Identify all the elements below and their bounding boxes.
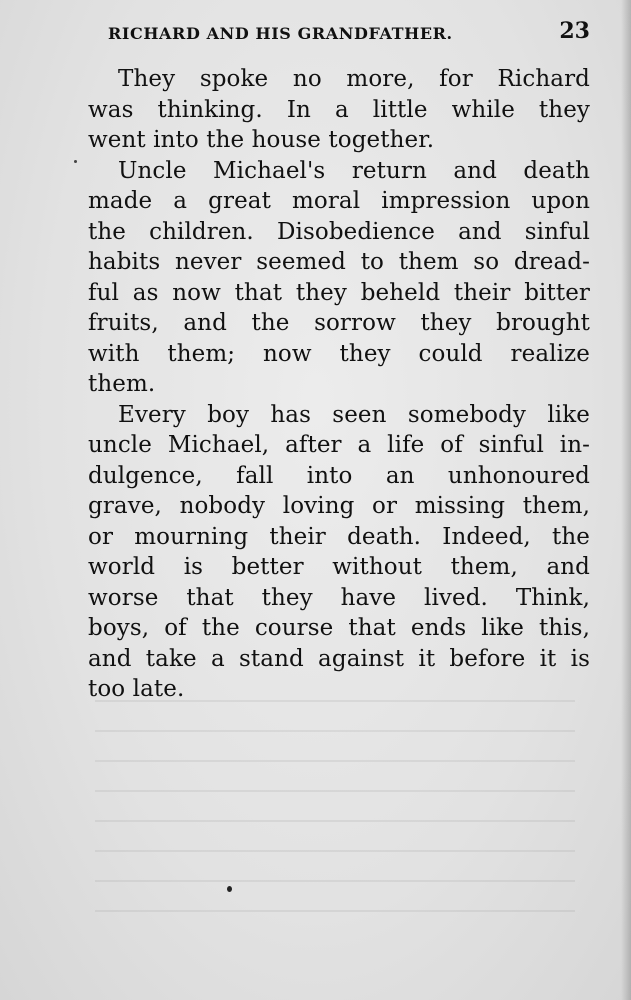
- text-line: them.: [88, 371, 156, 397]
- text-line: and take a stand against it before it is: [88, 645, 590, 672]
- text-line: dulgence, fall into an unhonoured: [88, 462, 590, 489]
- text-line: ful as now that they beheld their bitter: [88, 279, 590, 306]
- page-number: 23: [559, 18, 590, 44]
- show-through-texture: [95, 700, 575, 940]
- text-line: Uncle Michael's return and death: [118, 157, 590, 184]
- text-line: uncle Michael, after a life of sinful in-: [88, 432, 590, 458]
- paragraph-1: [88, 64, 590, 156]
- text-line: world is better without them, and: [88, 554, 590, 580]
- text-line: or mourning their death. Indeed, the: [88, 523, 590, 550]
- text-line: went into the house together.: [88, 127, 435, 153]
- running-title: RICHARD AND HIS GRANDFATHER.: [108, 24, 453, 43]
- paragraph-2: [88, 156, 590, 400]
- text-line: worse that they have lived. Think,: [88, 584, 590, 611]
- text-line: boys, of the course that ends like this,: [88, 615, 590, 641]
- paragraph-3: [88, 400, 590, 705]
- text-line: made a great moral impression upon: [88, 188, 590, 214]
- text-line: habits never seemed to them so dread-: [88, 249, 590, 275]
- ink-speck: [227, 886, 232, 892]
- text-line: the children. Disobedience and sinful: [88, 218, 590, 245]
- ink-speck: [74, 160, 77, 163]
- text-line: with them; now they could realize: [88, 340, 590, 367]
- text-line: too late.: [88, 676, 185, 702]
- text-line: fruits, and the sorrow they brought: [88, 310, 590, 336]
- page-edge-shadow: [621, 0, 631, 1000]
- running-head: [108, 18, 590, 48]
- text-line: grave, nobody loving or missing them,: [88, 493, 590, 519]
- text-line: They spoke no more, for Richard: [118, 66, 590, 92]
- body-text: [88, 64, 590, 705]
- text-line: Every boy has seen somebody like: [118, 401, 590, 428]
- text-line: was thinking. In a little while they: [88, 96, 590, 123]
